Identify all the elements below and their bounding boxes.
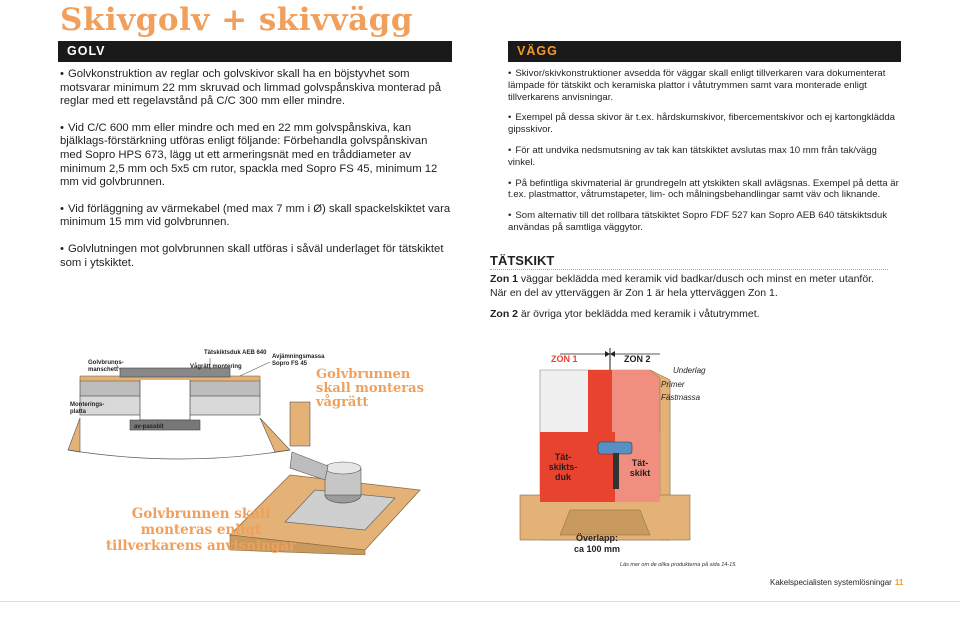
footnote: Läs mer om de olika produkterna på sida 14-15. — [620, 562, 737, 568]
footer: Kakelspecialisten systemlösningar 11 — [770, 578, 904, 587]
zone2-description: Zon 2 är övriga ytor beklädda med keramik i våtutrymmet. — [490, 308, 760, 320]
caption-tillverkarens-anvisningar: Golvbrunnen skall monteras enligt tillverkarens anvisningar — [105, 506, 297, 554]
tatskikt-figure-label: Tät-skikt — [629, 458, 651, 478]
bullet-icon: • — [508, 144, 512, 156]
golv-heading: GOLV — [58, 41, 452, 62]
avjamningsmassa-label: Avjämningsmassa Sopro FS 45 — [272, 354, 325, 367]
zone1-description: Zon 1 väggar beklädda med keramik vid badkar/dusch och minst en meter utanför. När en del av ytterväggen är Zon 1 är hela ytterväggen Zon 1. — [490, 273, 875, 299]
tatskikt-heading: TÄTSKIKT — [490, 253, 888, 270]
bullet-icon: • — [60, 68, 64, 80]
golvbrunnsmanschett-label: Golvbrunns-manschett — [88, 360, 124, 373]
layer-fastmassa: Fästmassa — [661, 393, 701, 402]
list-item: • På befintliga skivmaterial är grundregeln att ytskikten skall avlägsnas. Exempel på detta är t.ex. plastmattor, våtrumstapeter, lim- och målningsbehandlingar samt väv och liknande. — [508, 177, 899, 201]
list-item: • Golvlutningen mot golvbrunnen skall utföras i såväl underlaget för tätskiktet som i ytskiktet. — [60, 242, 444, 269]
list-item: • Golvkonstruktion av reglar och golvskivor skall ha en böjstyvhet som motsvarar minimum 22 mm skruvad och limmad golvspånskiva monterad på reglar med ett regelavstånd på C/C 300 mm eller mindre. — [60, 68, 442, 108]
avpassbit-label: av-passbit — [134, 424, 164, 430]
list-item: • Vid förläggning av värmekabel (med max 7 mm i Ø) skall spackelskiktet vara minimum 15 mm vid golvbrunnen. — [60, 202, 451, 229]
bullet-icon: • — [508, 68, 512, 79]
bullet-icon: • — [60, 242, 64, 255]
list-item: • Som alternativ till det rollbara tätskiktet Sopro FDF 527 kan Sopro AEB 640 tätskiktsduk användas på samtliga väggytor. — [508, 210, 888, 233]
vagratt-montering-label: Vågrätt montering — [190, 364, 242, 370]
tatskiktsduk-label: Tätskiktsduk AEB 640 — [204, 350, 267, 356]
overlapp-value: ca 100 mm — [573, 544, 621, 554]
list-item: • För att undvika nedsmutsning av tak kan tätskiktet avslutas max 10 mm från tak/vägg vinkel. — [508, 144, 877, 168]
bullet-icon: • — [60, 202, 64, 215]
footer-divider — [0, 601, 960, 602]
vagg-heading: VÄGG — [508, 41, 901, 62]
list-item: • Vid C/C 600 mm eller mindre och med en 22 mm golvspånskiva, kan bjälklags-förstärkning utföras enligt följande: Förbehandla golvspånskivan med Sopro HPS 673, lägg ut ett armeringsnät med en tråddiameter av minimum 2,5 mm och 5x5 cm rutor, spackla med Sopro FS 45, minimum 12 mm vid golvbrunnen. — [60, 121, 438, 189]
vagg-bullet-list — [508, 68, 903, 243]
caption-montera-vagratt: Golvbrunnen skall monteras vågrätt — [316, 367, 424, 410]
bullet-icon: • — [60, 121, 64, 134]
zone1-label: Zon 1 — [490, 273, 518, 285]
list-item: • Exempel på dessa skivor är t.ex. hårdskumskivor, fibercementskivor och ej kartongklädda gipsskivor. — [508, 112, 896, 136]
layer-primer: Primer — [661, 380, 685, 389]
zone2-label-figure: ZON 2 — [624, 354, 651, 364]
layer-underlag: Underlag — [673, 366, 706, 375]
golv-bullet-list — [60, 68, 452, 283]
tatskiktsduk-figure-label: Tät-skikts-duk — [548, 452, 578, 482]
bullet-icon: • — [508, 177, 512, 189]
bullet-icon: • — [508, 112, 512, 124]
page-title: Skivgolv + skivvägg — [60, 2, 414, 38]
zone2-label: Zon 2 — [490, 308, 518, 320]
zone1-label-figure: ZON 1 — [551, 354, 578, 364]
overlapp-label: Överlapp: — [575, 533, 618, 543]
bullet-icon: • — [508, 210, 512, 222]
list-item: • Skivor/skivkonstruktioner avsedda för väggar skall enligt tillverkaren vara dokumenterat lämpade för tätskikt och keramiska plattor i våtutrymmen samt vara monterade enligt tillverkarens anvisningar. — [508, 68, 886, 103]
page-number: 11 — [894, 578, 904, 587]
monteringsplatta-label: Monterings-platta — [70, 402, 105, 415]
